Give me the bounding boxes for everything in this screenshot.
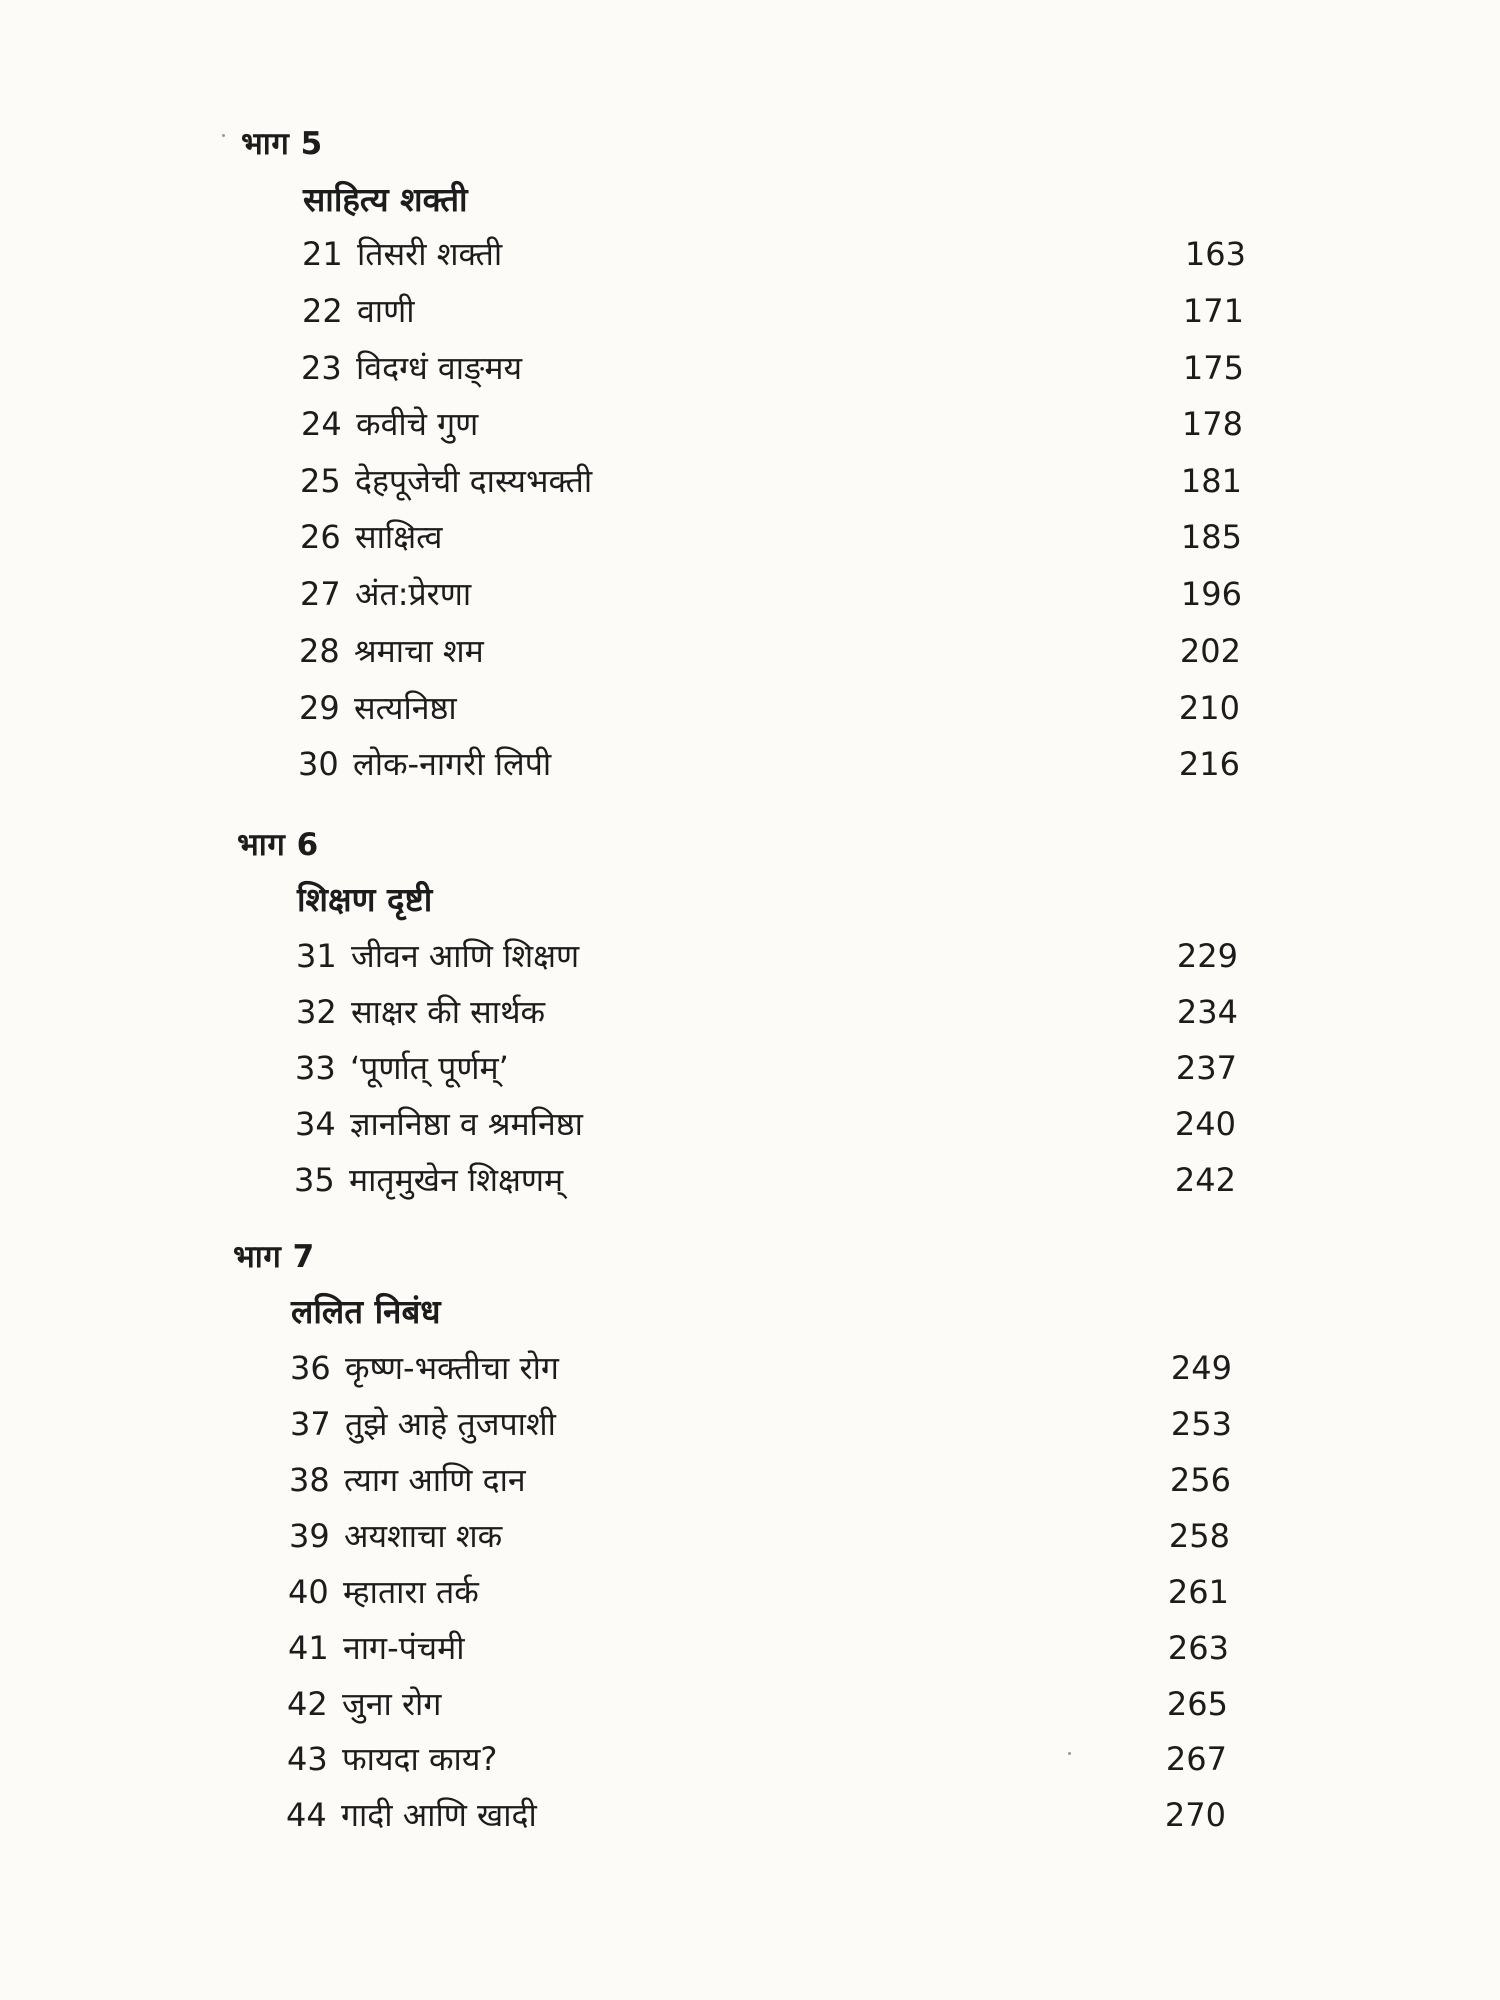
chapter-title: विदग्धं वाङ्‌मय	[356, 349, 523, 387]
chapter-title: म्हातारा तर्क	[343, 1573, 479, 1611]
chapter-title: फायदा काय?	[342, 1740, 498, 1778]
toc-entry[interactable]	[301, 344, 1244, 392]
page-number: 175	[1182, 349, 1244, 387]
page-number: 249	[1170, 1349, 1232, 1387]
chapter-number: 27	[300, 575, 341, 613]
chapter-number: 37	[290, 1405, 331, 1443]
toc-entry[interactable]	[300, 513, 1242, 561]
page-number: 242	[1174, 1161, 1236, 1199]
chapter-number: 28	[299, 632, 340, 670]
chapter-title: सत्यनिष्ठा	[354, 689, 457, 727]
chapter-number: 30	[298, 745, 339, 783]
chapter-title: श्रमाचा शम	[354, 632, 484, 670]
page-number: 237	[1175, 1049, 1237, 1087]
chapter-title: तिसरी शक्ती	[357, 235, 503, 273]
chapter-title: अंत:प्रेरणा	[355, 575, 472, 613]
toc-entry[interactable]	[300, 570, 1242, 618]
chapter-title: साक्षर की सार्थक	[351, 993, 546, 1031]
chapter-title: कृष्ण-भक्तीचा रोग	[345, 1349, 559, 1387]
chapter-title: ‘पूर्णात् पूर्णम्’	[350, 1049, 509, 1087]
chapter-number: 21	[302, 235, 343, 273]
page-number: 171	[1182, 292, 1244, 330]
chapter-number: 32	[296, 993, 337, 1031]
toc-entry[interactable]	[299, 627, 1241, 675]
chapter-number: 42	[287, 1685, 328, 1723]
page-number: 196	[1180, 575, 1242, 613]
toc-entry[interactable]	[296, 988, 1238, 1036]
page-number: 261	[1167, 1573, 1229, 1611]
toc-entry[interactable]	[287, 1735, 1227, 1783]
page-number: 256	[1169, 1461, 1231, 1499]
page-number: 229	[1176, 937, 1238, 975]
toc-entry[interactable]	[289, 1456, 1231, 1504]
chapter-title: वाणी	[357, 292, 415, 330]
page-number: 267	[1165, 1740, 1227, 1778]
chapter-title: नाग-पंचमी	[343, 1629, 465, 1667]
toc-entry[interactable]	[295, 1044, 1237, 1092]
toc-entry[interactable]	[302, 287, 1244, 335]
toc-entry[interactable]	[298, 740, 1240, 788]
part-7-label: भाग 7	[233, 1239, 315, 1275]
chapter-title: ज्ञाननिष्ठा व श्रमनिष्ठा	[350, 1105, 583, 1143]
chapter-title: अयशाचा शक	[344, 1517, 503, 1555]
chapter-number: 34	[295, 1105, 336, 1143]
chapter-number: 44	[286, 1796, 327, 1834]
chapter-title: गादी आणि खादी	[341, 1796, 537, 1834]
part-7-section-title: ललित निबंध	[291, 1292, 441, 1331]
chapter-title: साक्षित्व	[355, 518, 443, 556]
chapter-title: लोक-नागरी लिपी	[353, 745, 552, 783]
chapter-number: 33	[295, 1049, 336, 1087]
chapter-number: 31	[296, 937, 337, 975]
page-number: 185	[1180, 518, 1242, 556]
chapter-title: जीवन आणि शिक्षण	[351, 937, 580, 975]
scan-speck	[222, 134, 225, 137]
chapter-title: कवीचे गुण	[356, 405, 479, 443]
toc-entry[interactable]	[294, 1156, 1236, 1204]
page-number: 181	[1180, 462, 1242, 500]
chapter-title: त्याग आणि दान	[344, 1461, 526, 1499]
toc-entry[interactable]	[299, 684, 1240, 732]
chapter-number: 41	[288, 1629, 329, 1667]
chapter-title: जुना रोग	[342, 1685, 442, 1723]
toc-entry[interactable]	[290, 1400, 1232, 1448]
toc-entry[interactable]	[296, 932, 1238, 980]
page-number: 270	[1164, 1796, 1226, 1834]
toc-entry[interactable]	[288, 1568, 1229, 1616]
page-number: 263	[1167, 1629, 1229, 1667]
chapter-number: 36	[290, 1349, 331, 1387]
chapter-number: 35	[294, 1161, 335, 1199]
chapter-title: तुझे आहे तुजपाशी	[345, 1405, 556, 1443]
toc-entry[interactable]	[286, 1791, 1226, 1839]
page-number: 253	[1170, 1405, 1232, 1443]
chapter-number: 22	[302, 292, 343, 330]
part-6-label: भाग 6	[237, 827, 319, 863]
chapter-number: 40	[288, 1573, 329, 1611]
page-number: 202	[1179, 632, 1241, 670]
chapter-title: मातृमुखेन शिक्षणम्	[349, 1161, 564, 1199]
page-number: 265	[1166, 1685, 1228, 1723]
chapter-number: 29	[299, 689, 340, 727]
chapter-title: देहपूजेची दास्यभक्ती	[355, 462, 593, 500]
chapter-number: 24	[301, 405, 342, 443]
page-number: 210	[1178, 689, 1240, 727]
chapter-number: 26	[300, 518, 341, 556]
toc-entry[interactable]	[295, 1100, 1236, 1148]
chapter-number: 43	[287, 1740, 328, 1778]
page-number: 163	[1184, 235, 1246, 273]
toc-entry[interactable]	[288, 1624, 1229, 1672]
chapter-number: 39	[289, 1517, 330, 1555]
part-5-section-title: साहित्य शक्ती	[303, 180, 468, 219]
toc-entry[interactable]	[287, 1680, 1228, 1728]
toc-entry[interactable]	[302, 230, 1246, 278]
page-number: 240	[1174, 1105, 1236, 1143]
part-6-section-title: शिक्षण दृष्टी	[297, 880, 433, 919]
page-number: 216	[1178, 745, 1240, 783]
part-5-label: भाग 5	[241, 126, 323, 162]
page-number: 258	[1168, 1517, 1230, 1555]
toc-entry[interactable]	[290, 1344, 1232, 1392]
toc-entry[interactable]	[301, 400, 1243, 448]
toc-entry[interactable]	[300, 457, 1242, 505]
page-number: 234	[1176, 993, 1238, 1031]
chapter-number: 38	[289, 1461, 330, 1499]
chapter-number: 23	[301, 349, 342, 387]
chapter-number: 25	[300, 462, 341, 500]
page-number: 178	[1181, 405, 1243, 443]
toc-entry[interactable]	[289, 1512, 1230, 1560]
